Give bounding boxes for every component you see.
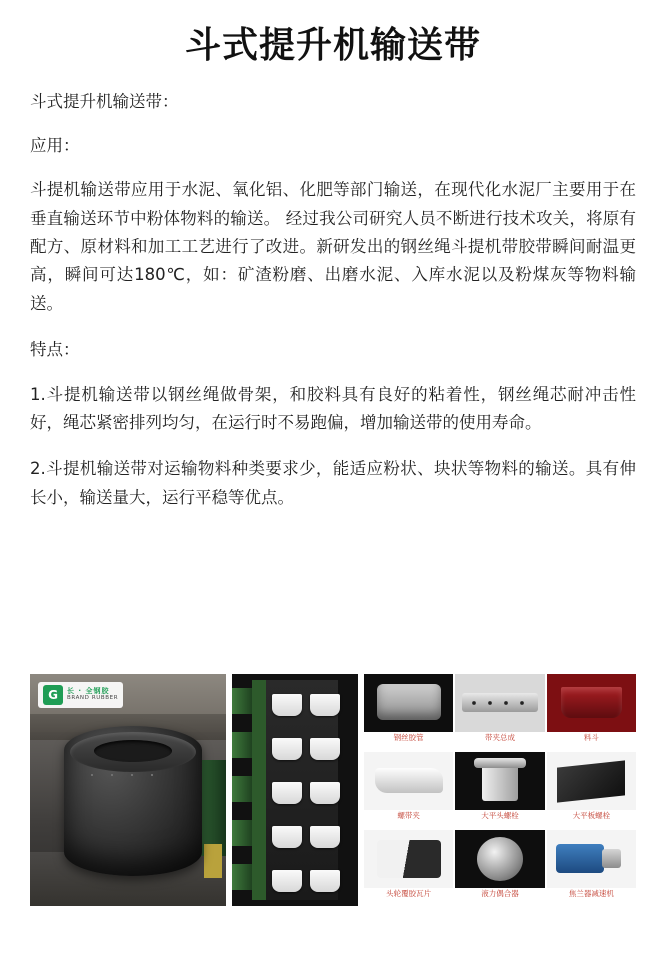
- thumbnail-item[interactable]: [455, 674, 544, 750]
- elevator-buckets-panel-photo: [232, 674, 358, 906]
- section-heading-features: 特点：: [30, 340, 80, 360]
- logo-text-group: [67, 688, 118, 701]
- page-title: 斗式提升机输送带: [184, 25, 481, 66]
- thumbnail-caption: 头轮覆胶瓦片: [386, 889, 432, 898]
- bucket-item: [272, 694, 302, 716]
- bucket-strip: [232, 732, 252, 758]
- thumbnail-image: [547, 830, 636, 888]
- paragraph-intro: 斗式提升机输送带：: [30, 91, 179, 111]
- thumbnail-image: [547, 674, 636, 732]
- logo-mark-icon: G: [43, 685, 63, 705]
- product-thumbnail-grid: [364, 674, 636, 906]
- thumbnail-image: [547, 752, 636, 810]
- logo-text-en: BRAND RUBBER: [67, 694, 119, 701]
- thumbnail-image: [455, 830, 544, 888]
- document-page: [0, 26, 666, 956]
- thumbnail-item[interactable]: [547, 752, 636, 828]
- paragraph-feature-2: 2.斗提机输送带对运输物料种类要求少，能适应粉状、块状等物料的输送。具有伸长小，输送量大，运行平稳等优点。: [30, 459, 636, 507]
- thumbnail-image: [364, 752, 453, 810]
- conveyor-belt-roll-photo: [30, 674, 226, 906]
- thumbnail-caption: 大平板螺栓: [572, 811, 611, 820]
- thumbnail-item[interactable]: [364, 830, 453, 906]
- thumbnail-caption: 带夹总成: [484, 733, 515, 742]
- product-gallery: [30, 674, 636, 906]
- thumbnail-item[interactable]: [455, 830, 544, 906]
- bucket-item: [272, 826, 302, 848]
- logo-text-cn: 长 · 全钢胶: [67, 687, 110, 696]
- thumbnail-image: [364, 674, 453, 732]
- bucket-item: [310, 782, 340, 804]
- brand-logo: [38, 682, 123, 708]
- belt-roll-marks: [86, 770, 166, 780]
- bucket-item: [310, 738, 340, 760]
- thumbnail-item[interactable]: [364, 752, 453, 828]
- thumbnail-item[interactable]: [547, 830, 636, 906]
- belt-roll: [64, 726, 202, 876]
- thumbnail-item[interactable]: [455, 752, 544, 828]
- bucket-strip: [232, 688, 252, 714]
- thumbnail-caption: 液力偶合器: [481, 889, 519, 898]
- bucket-item: [310, 870, 340, 892]
- thumbnail-item[interactable]: [547, 674, 636, 750]
- section-heading-application: 应用：: [30, 135, 80, 155]
- thumbnail-item[interactable]: [364, 674, 453, 750]
- bucket-item: [272, 738, 302, 760]
- thumbnail-image: [455, 752, 544, 810]
- bucket-item: [272, 870, 302, 892]
- photo-yellow-part: [204, 844, 222, 878]
- bucket-strip: [232, 776, 252, 802]
- thumbnail-caption: 大平头螺栓: [481, 811, 519, 820]
- thumbnail-caption: 螺带夹: [397, 811, 420, 820]
- thumbnail-caption: 焦兰器减速机: [568, 889, 614, 898]
- paragraph-application: 斗提机输送带应用于水泥、氧化铝、化肥等部门输送，在现代化水泥厂主要用于在垂直输送环节中粉体物料的输送。 经过我公司研究人员不断进行技术攻关，将原有配方、原材料和加工工艺进行了改进。新研发出的钢丝绳斗提机带胶带瞬间耐温更高，瞬间可达180℃，如：矿渣粉磨、出磨水泥、入库水泥以及粉煤灰等物料输送。: [30, 180, 636, 313]
- paragraph-feature-1: 1.斗提机输送带以钢丝绳做骨架，和胶料具有良好的粘着性，钢丝绳芯耐冲击性好，绳芯紧密排列均匀，在运行时不易跑偏，增加输送带的使用寿命。: [30, 384, 636, 432]
- thumbnail-caption: 钢丝胶管: [393, 733, 424, 742]
- photo-green-machine: [200, 760, 226, 856]
- bucket-item: [310, 826, 340, 848]
- bucket-item: [272, 782, 302, 804]
- thumbnail-image: [455, 674, 544, 732]
- thumbnail-image: [364, 830, 453, 888]
- bucket-item: [310, 694, 340, 716]
- thumbnail-caption: 料斗: [583, 733, 599, 742]
- bucket-strip: [232, 820, 252, 846]
- bucket-strip: [232, 864, 252, 890]
